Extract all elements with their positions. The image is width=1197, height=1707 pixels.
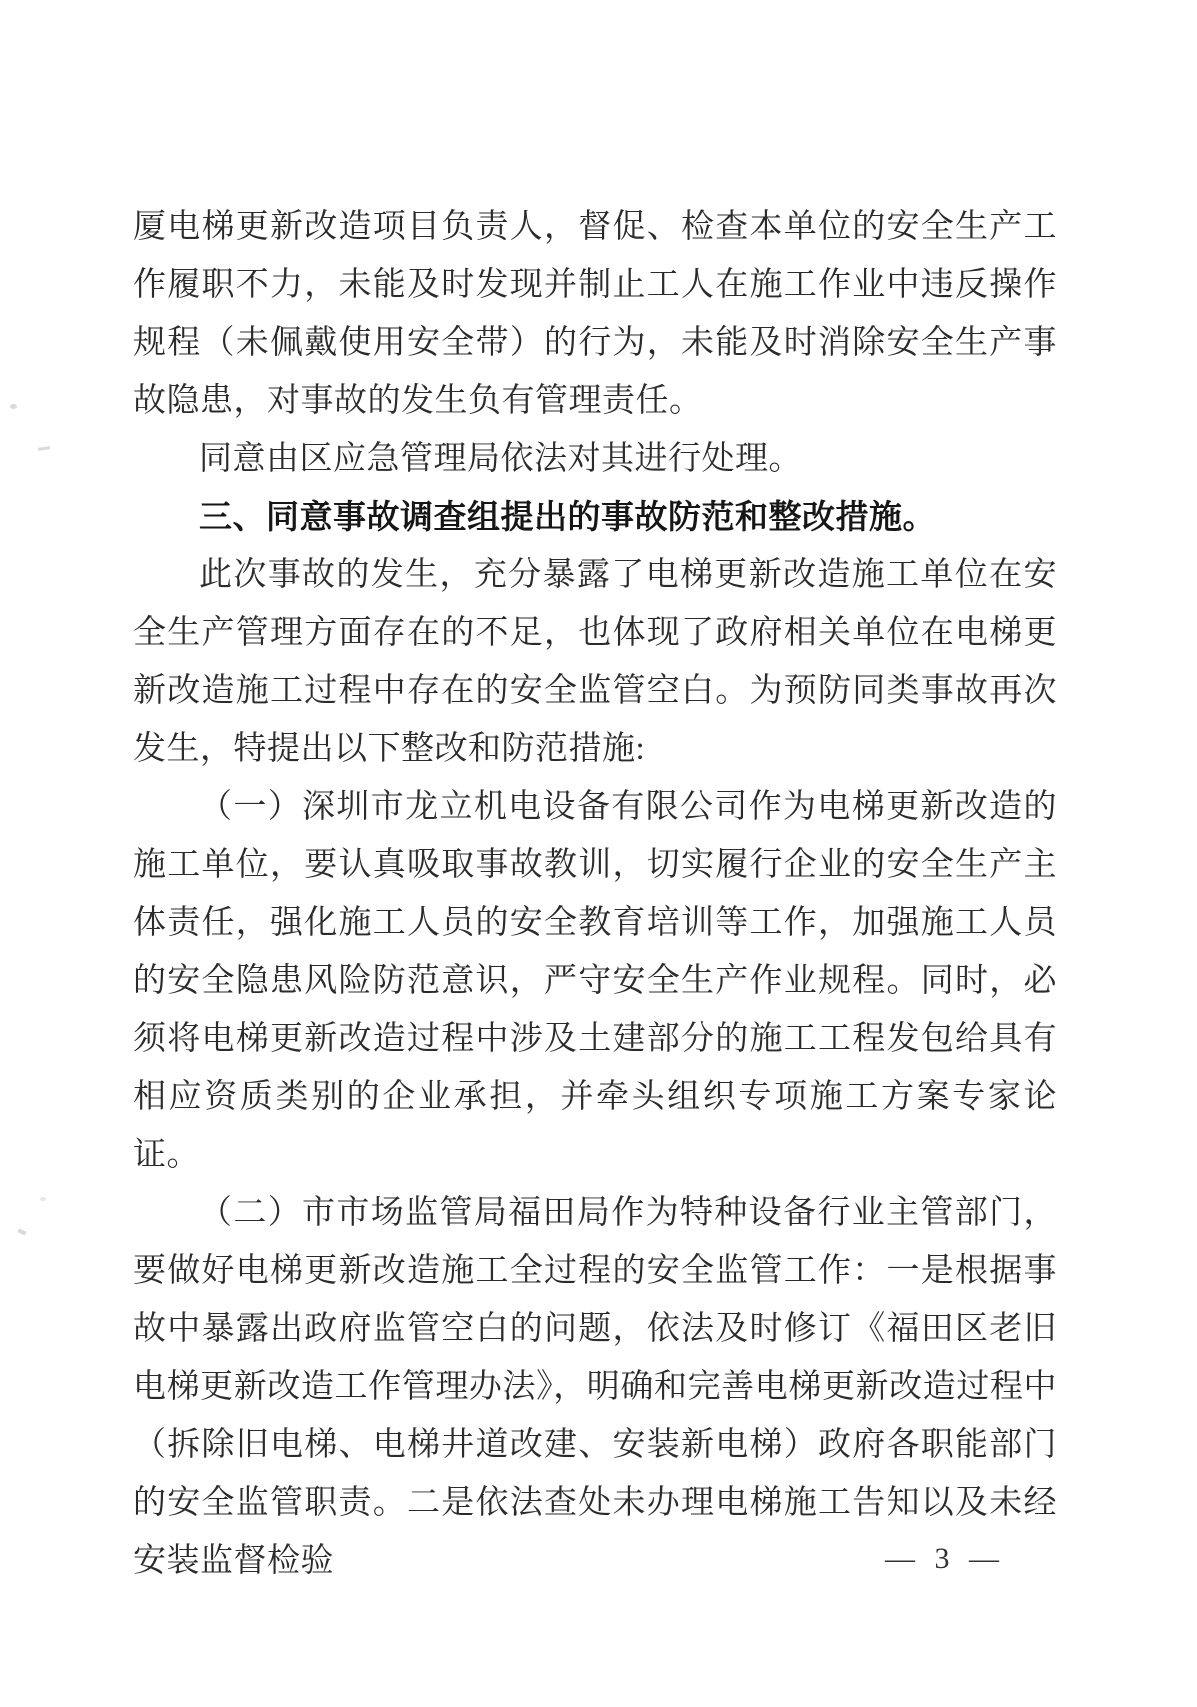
paragraph-continuation: 厦电梯更新改造项目负责人，督促、检查本单位的安全生产工作履职不力，未能及时发现并制止工人在施工作业中违反操作规程（未佩戴使用安全带）的行为，未能及时消除安全生产事故隐患，对事故的发生负有管理责任。 xyxy=(133,209,1057,419)
paragraph-measure-one: （一）深圳市龙立机电设备有限公司作为电梯更新改造的施工单位，要认真吸取事故教训，切实履行企业的安全生产主体责任，强化施工人员的安全教育培训等工作，加强施工人员的安全隐患风险防范意识，严守安全生产作业规程。同时，必须将电梯更新改造过程中涉及土建部分的施工工程发包给具有相应资质类别的企业承担，并牵头组织专项施工方案专家论证。 xyxy=(133,789,1057,1173)
paragraph-overview: 此次事故的发生，充分暴露了电梯更新改造施工单位在安全生产管理方面存在的不足，也体现了政府相关单位在电梯更新改造施工过程中存在的安全监管空白。为预防同类事故再次发生，特提出以下整改和防范措施: xyxy=(133,557,1057,767)
scan-artifact xyxy=(10,404,17,409)
page-number: — 3 — xyxy=(885,1542,1005,1575)
scan-artifact xyxy=(38,446,50,451)
paragraph-measure-two: （二）市市场监管局福田局作为特种设备行业主管部门，要做好电梯更新改造施工全过程的安全监管工作：一是根据事故中暴露出政府监管空白的问题，依法及时修订《福田区老旧电梯更新改造工作管理办法》，明确和完善电梯更新改造过程中（拆除旧电梯、电梯井道改建、安装新电梯）政府各职能部门的安全监管职责。二是依法查处未办理电梯施工告知以及未经安装监督检验 xyxy=(133,1195,1057,1579)
document-body xyxy=(133,198,1057,1590)
scan-artifact xyxy=(18,1228,27,1235)
paragraph-agreement: 同意由区应急管理局依法对其进行处理。 xyxy=(199,441,802,477)
section-heading: 三、同意事故调查组提出的事故防范和整改措施。 xyxy=(199,498,936,535)
scan-artifact xyxy=(40,1197,46,1201)
